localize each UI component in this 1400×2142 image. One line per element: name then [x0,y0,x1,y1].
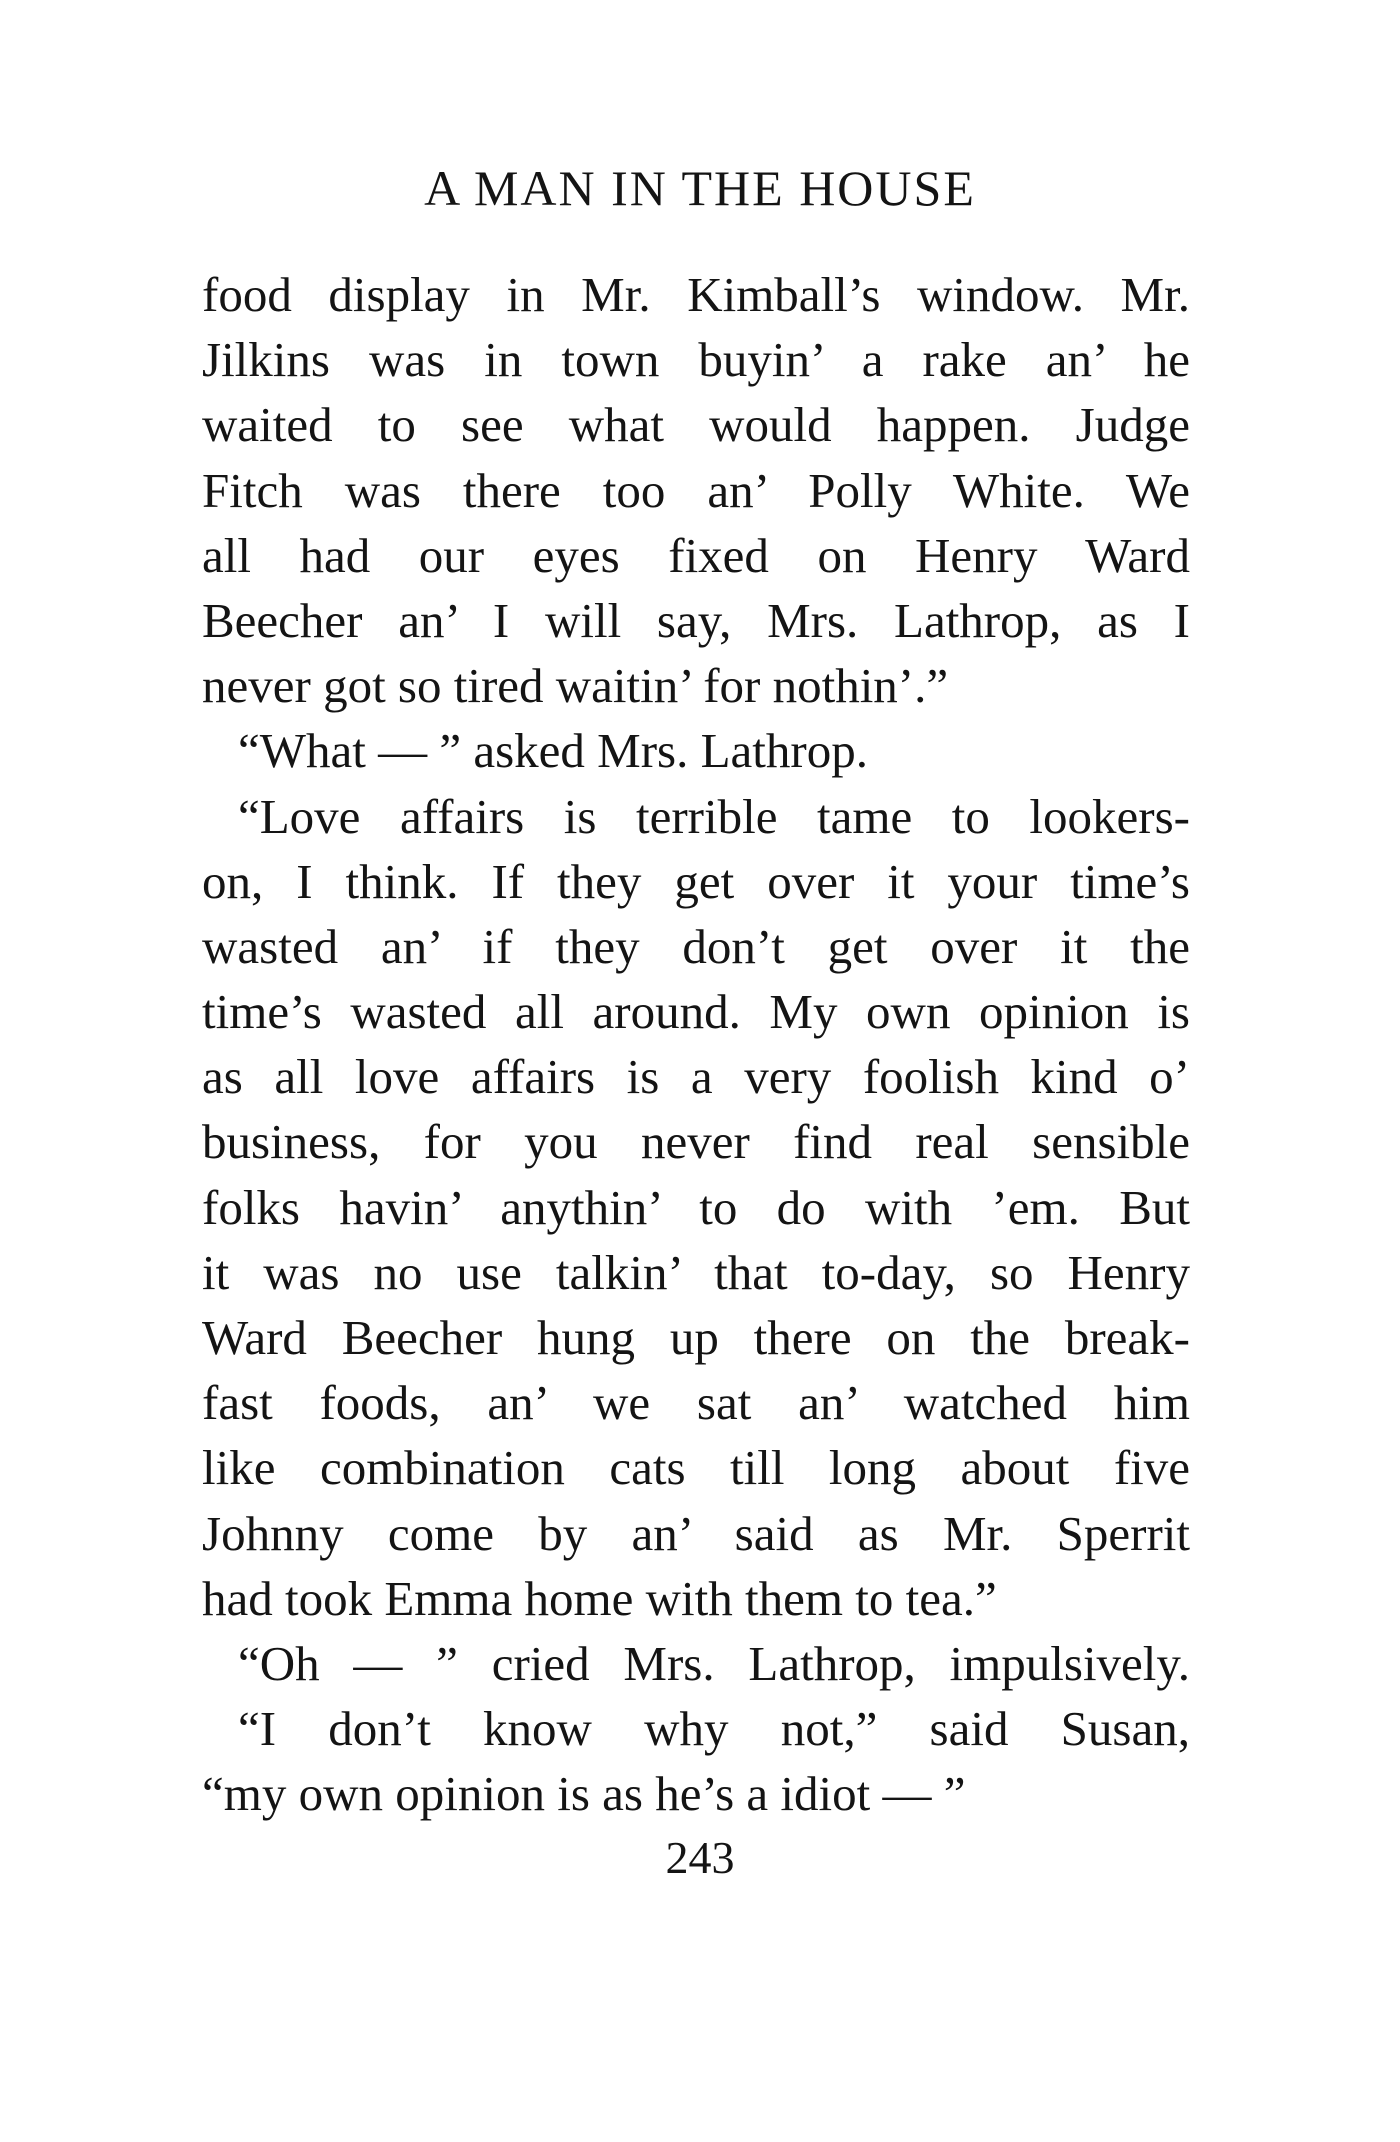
text-line: on, I think. If they get over it your time’s [202,853,1190,909]
text-line: food display in Mr. Kimball’s window. Mr. [202,267,1190,322]
text-line: “What — ” asked Mrs. Lathrop. [238,723,868,779]
text-line: “Love affairs is terrible tame to lookers- [238,788,1190,844]
text-line: Beecher an’ I will say, Mrs. Lathrop, as I [202,592,1190,648]
text-line: Jilkins was in town buyin’ a rake an’ he [202,332,1190,388]
text-line: “I don’t know why not,” said Susan, [238,1701,1190,1757]
text-line: like combination cats till long about five [202,1440,1190,1496]
running-head: A MAN IN THE HOUSE [424,160,976,216]
text-line: wasted an’ if they don’t get over it the [202,918,1190,974]
text-line: Johnny come by an’ said as Mr. Sperrit [202,1505,1190,1561]
text-line: waited to see what would happen. Judge [202,397,1190,453]
page-number: 243 [665,1832,735,1883]
text-line: Ward Beecher hung up there on the break- [202,1310,1190,1365]
text-line: never got so tired waitin’ for nothin’.” [202,658,949,714]
text-line: “my own opinion is as he’s a idiot — ” [202,1766,966,1822]
text-line: it was no use talkin’ that to-day, so Henry [202,1244,1190,1300]
text-line: as all love affairs is a very foolish kind o’ [202,1049,1190,1105]
text-line: folks havin’ anythin’ to do with ’em. But [202,1179,1190,1235]
text-line: fast foods, an’ we sat an’ watched him [202,1375,1190,1431]
text-line: all had our eyes fixed on Henry Ward [202,527,1190,583]
text-line: had took Emma home with them to tea.” [202,1570,997,1626]
text-line: business, for you never find real sensible [202,1114,1190,1170]
text-line: “Oh — ” cried Mrs. Lathrop, impulsively. [238,1635,1190,1691]
body-text [202,262,1190,1827]
text-line: Fitch was there too an’ Polly White. We [202,462,1190,518]
text-line: time’s wasted all around. My own opinion is [202,984,1190,1040]
